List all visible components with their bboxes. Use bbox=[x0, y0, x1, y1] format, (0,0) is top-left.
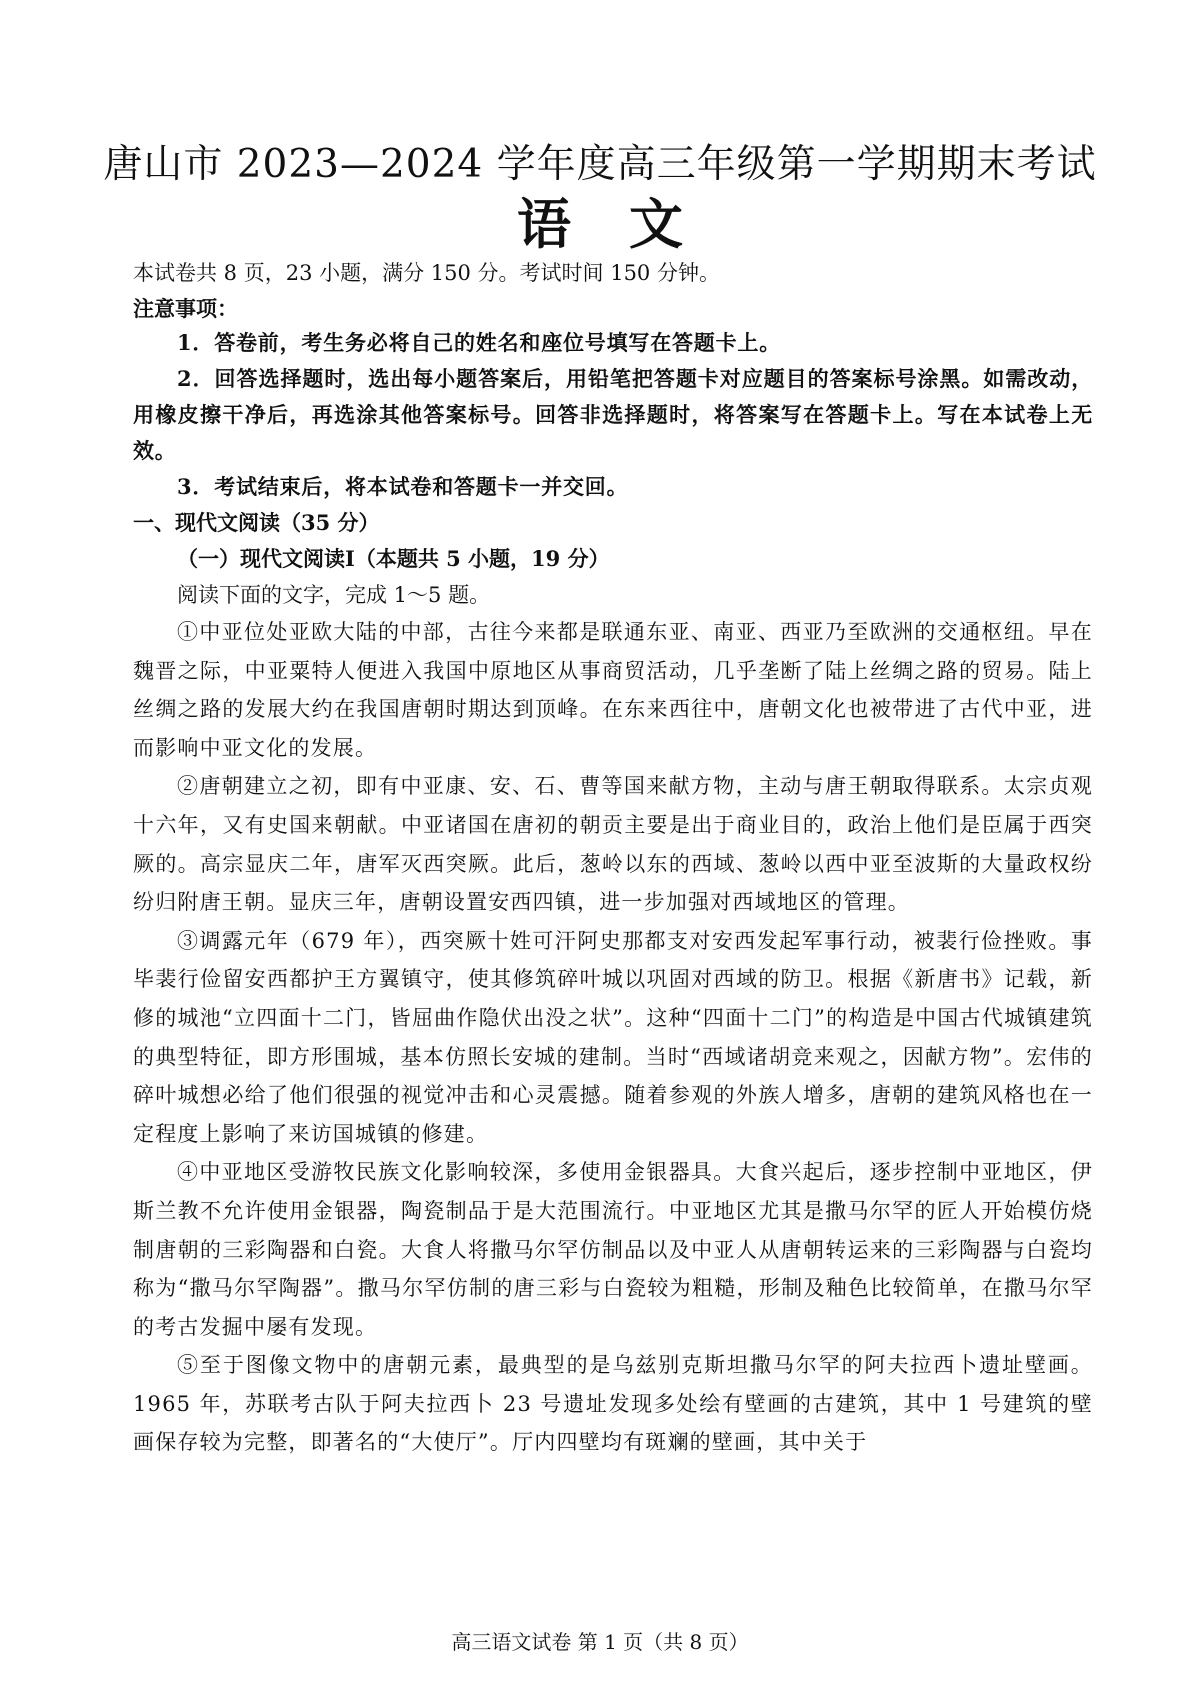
exam-intro: 本试卷共 8 页，23 小题，满分 150 分。考试时间 150 分钟。 bbox=[133, 261, 720, 285]
passage-paragraph-3: ③调露元年（679 年），西突厥十姓可汗阿史那都支对安西发起军事行动，被裴行俭挫败。事毕裴行俭留安西都护王方翼镇守，使其修筑碎叶城以巩固对西域的防卫。根据《新唐书》记载，新修的城池“立四面十二门，皆屈曲作隐伏出没之状”。这种“四面十二门”的构造是中国古代城镇建筑的典型特征，即方形围城，基本仿照长安城的建制。当时“西域诸胡竞来观之，因献方物”。宏伟的碎叶城想必给了他们很强的视觉冲击和心灵震撼。随着参观的外族人增多，唐朝的建筑风格也在一定程度上影响了来访国城镇的修建。 bbox=[133, 928, 1093, 1146]
notice-item-1: 1．答卷前，考生务必将自己的姓名和座位号填写在答题卡上。 bbox=[177, 330, 782, 355]
notice-heading: 注意事项： bbox=[133, 296, 238, 321]
passage-paragraph-5: ⑤至于图像文物中的唐朝元素，最典型的是乌兹别克斯坦撒马尔罕的阿夫拉西卜遗址壁画。1965 年，苏联考古队于阿夫拉西卜 23 号遗址发现多处绘有壁画的古建筑，其中 1 号建筑的壁画保存较为完整，即著名的“大使厅”。厅内四壁均有斑斓的壁画，其中关于 bbox=[133, 1353, 1093, 1455]
notice-list bbox=[133, 325, 1093, 505]
passage-paragraph-1: ①中亚位处亚欧大陆的中部，古往今来都是联通东亚、南亚、西亚乃至欧洲的交通枢纽。早在魏晋之际，中亚粟特人便进入我国中原地区从事商贸活动，几乎垄断了陆上丝绸之路的贸易。陆上丝绸之路的发展大约在我国唐朝时期达到顶峰。在东来西往中，唐朝文化也被带进了古代中亚，进而影响中亚文化的发展。 bbox=[133, 620, 1093, 760]
subject-title: 语文 bbox=[517, 192, 741, 256]
section-subheading: （一）现代文阅读Ⅰ（本题共 5 小题，19 分） bbox=[177, 546, 610, 571]
reading-passage bbox=[133, 613, 1093, 1462]
page-content bbox=[133, 257, 1093, 1462]
notice-item-3: 3．考试结束后，将本试卷和答题卡一并交回。 bbox=[177, 474, 629, 499]
page-footer: 高三语文试卷 第 1 页（共 8 页） bbox=[451, 1630, 749, 1654]
notice-item-2: 2．回答选择题时，选出每小题答案后，用铅笔把答题卡对应题目的答案标号涂黑。如需改动，用橡皮擦干净后，再选涂其他答案标号。回答非选择题时，将答案写在答题卡上。写在本试卷上无效。 bbox=[133, 366, 1093, 463]
reading-instruction: 阅读下面的文字，完成 1～5 题。 bbox=[177, 583, 491, 607]
passage-paragraph-4: ④中亚地区受游牧民族文化影响较深，多使用金银器具。大食兴起后，逐步控制中亚地区，伊斯兰教不允许使用金银器，陶瓷制品于是大范围流行。中亚地区尤其是撒马尔罕的匠人开始模仿烧制唐朝的三彩陶器和白瓷。大食人将撒马尔罕仿制品以及中亚人从唐朝转运来的三彩陶器与白瓷均称为“撒马尔罕陶器”。撒马尔罕仿制的唐三彩与白瓷较为粗糙，形制及釉色比较简单，在撒马尔罕的考古发掘中屡有发现。 bbox=[133, 1160, 1093, 1339]
passage-paragraph-2: ②唐朝建立之初，即有中亚康、安、石、曹等国来献方物，主动与唐王朝取得联系。太宗贞观十六年，又有史国来朝献。中亚诸国在唐初的朝贡主要是出于商业目的，政治上他们是臣属于西突厥的。高宗显庆二年，唐军灭西突厥。此后，葱岭以东的西域、葱岭以西中亚至波斯的大量政权纷纷归附唐王朝。显庆三年，唐朝设置安西四镇，进一步加强对西域地区的管理。 bbox=[133, 774, 1093, 915]
exam-title: 唐山市 2023—2024 学年度高三年级第一学期期末考试 bbox=[103, 142, 1097, 187]
section-heading: 一、现代文阅读（35 分） bbox=[133, 510, 380, 535]
